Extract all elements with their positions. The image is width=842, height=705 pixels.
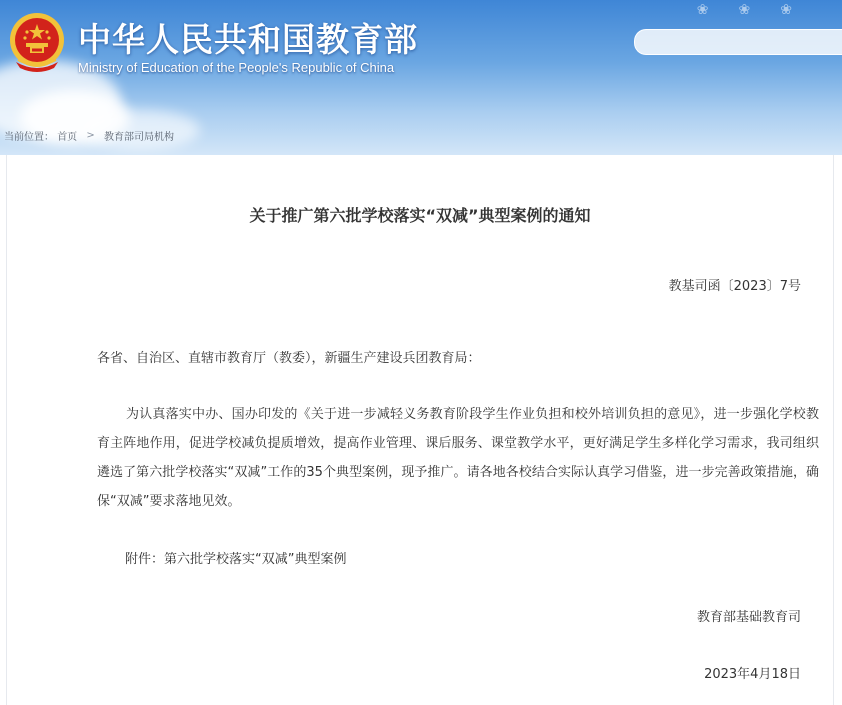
main-content bbox=[0, 155, 842, 705]
document-attachment: 附件：第六批学校落实“双减”典型案例 bbox=[125, 552, 347, 567]
breadcrumb bbox=[4, 128, 174, 143]
search-input[interactable] bbox=[634, 29, 842, 55]
breadcrumb-prefix: 当前位置： bbox=[4, 132, 54, 143]
document-title: 关于推广第六批学校落实“双减”典型案例的通知 bbox=[249, 206, 591, 225]
breadcrumb-current-link[interactable]: 教育部司局机构 bbox=[103, 132, 174, 143]
article-container bbox=[6, 155, 834, 705]
site-title[interactable]: 中华人民共和国教育部 bbox=[78, 20, 418, 59]
document-salutation: 各省、自治区、直辖市教育厅（教委），新疆生产建设兵团教育局： bbox=[97, 351, 481, 366]
site-title-english[interactable]: Ministry of Education of the People's Republic of China bbox=[78, 60, 395, 75]
document-signature: 教育部基础教育司 bbox=[696, 610, 801, 625]
document-body: 为认真落实中办、国办印发的《关于进一步减轻义务教育阶段学生作业负担和校外培训负担的意见》，进一步强化学校教育主阵地作用，促进学校减负提质增效，提高作业管理、课后服务、课堂教学水平，更好满足学生多样化学习需求，我司组织遴选了第六批学校落实“双减”工作的35个典型案例，现予推广。请各地各校结合实际认真学习借鉴，进一步完善政策措施，确保“双减”要求落地见效。 bbox=[97, 407, 819, 509]
flower-decoration-icon: ❀❀❀ bbox=[696, 2, 822, 18]
chevron-right-icon: > bbox=[86, 130, 95, 141]
document-date: 2023年4月18日 bbox=[704, 667, 801, 682]
breadcrumb-home-link[interactable]: 首页 bbox=[57, 132, 78, 143]
document-number: 教基司函〔2023〕7号 bbox=[668, 279, 801, 294]
site-header bbox=[0, 0, 842, 155]
national-emblem-icon[interactable] bbox=[6, 10, 68, 74]
